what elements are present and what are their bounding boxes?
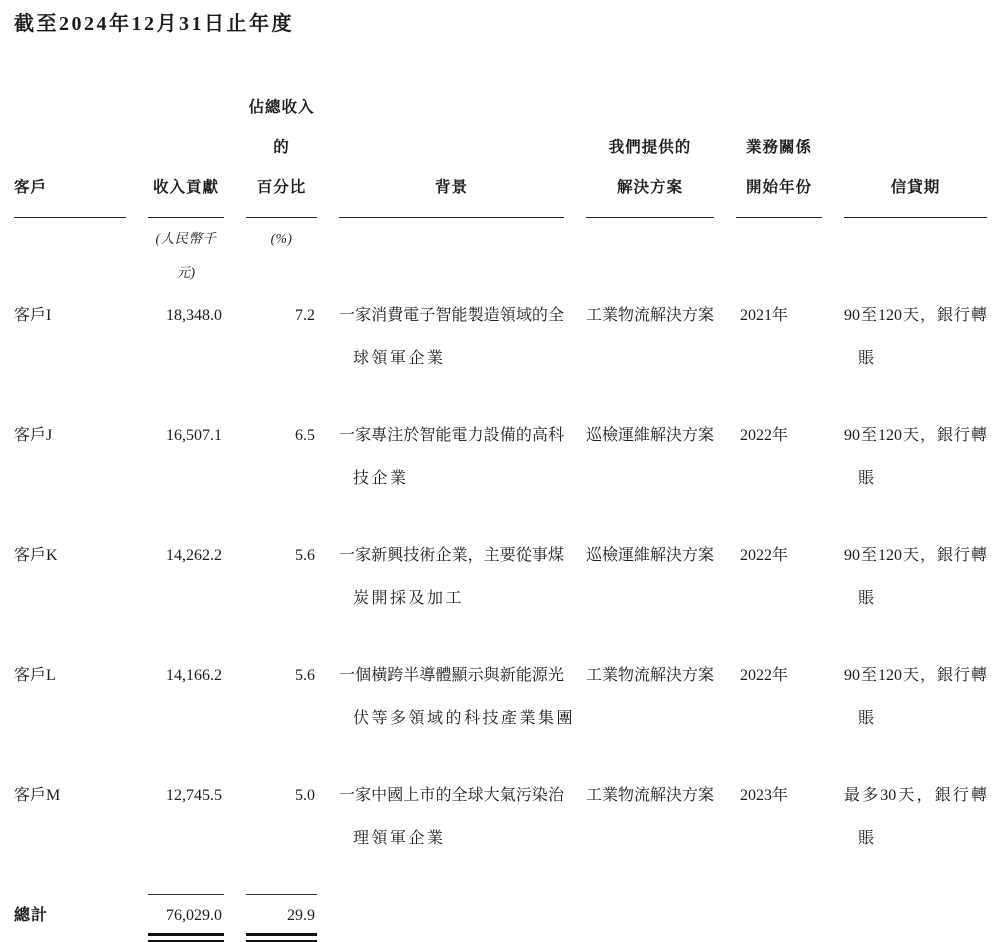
credit-cell bbox=[844, 534, 987, 620]
solution-label: 工業物流解決方案 bbox=[586, 307, 715, 324]
solution-cell bbox=[586, 294, 714, 337]
table-row-customer-m bbox=[14, 774, 987, 860]
header-solution-top: 我們提供的 bbox=[608, 139, 692, 156]
credit-line2: 賬 bbox=[858, 710, 877, 727]
customer-cell: 客戶J bbox=[14, 427, 53, 444]
revenue-cell: 14,166.2 bbox=[166, 667, 222, 684]
total-revenue-cell bbox=[148, 894, 224, 942]
header-percent-top: 佔總收入的 bbox=[248, 99, 315, 156]
background-cell bbox=[339, 414, 564, 500]
customer-cell: 客戶L bbox=[14, 667, 56, 684]
percent-cell: 7.2 bbox=[295, 307, 315, 324]
table-body bbox=[14, 294, 987, 860]
credit-line2: 賬 bbox=[858, 830, 877, 847]
header-relationship-top: 業務關係 bbox=[745, 139, 812, 156]
revenue-cell: 16,507.1 bbox=[166, 427, 222, 444]
solution-cell bbox=[586, 654, 714, 697]
solution-cell bbox=[586, 534, 714, 577]
header-relationship bbox=[736, 88, 822, 218]
background-cell bbox=[339, 774, 564, 860]
page-title: 截至2024年12月31日止年度 bbox=[14, 13, 294, 35]
credit-line2: 賬 bbox=[858, 590, 877, 607]
credit-cell bbox=[844, 414, 987, 500]
header-percent-bottom: 百分比 bbox=[256, 179, 307, 196]
start-year-cell: 2023年 bbox=[740, 787, 789, 804]
table-row-customer-l bbox=[14, 654, 987, 740]
background-line1: 一家專注於智能電力設備的高科 bbox=[339, 427, 564, 444]
percent-cell: 6.5 bbox=[295, 427, 315, 444]
header-background bbox=[339, 88, 564, 218]
double-underline bbox=[148, 933, 224, 942]
table-subheader bbox=[14, 222, 987, 290]
table-row-customer-i bbox=[14, 294, 987, 380]
revenue-cell: 18,348.0 bbox=[166, 307, 222, 324]
background-cell bbox=[339, 534, 564, 620]
credit-line1: 90至120天，銀行轉 bbox=[844, 307, 987, 324]
header-solution bbox=[586, 88, 714, 218]
credit-cell bbox=[844, 654, 987, 740]
background-line2: 理領軍企業 bbox=[353, 830, 446, 847]
revenue-unit-label: (人民幣千元) bbox=[155, 231, 217, 280]
background-cell bbox=[339, 294, 564, 380]
background-line2: 炭開採及加工 bbox=[353, 590, 465, 607]
header-relationship-bottom: 開始年份 bbox=[745, 179, 812, 196]
solution-label: 巡檢運維解決方案 bbox=[586, 547, 715, 564]
start-year-cell: 2021年 bbox=[740, 307, 789, 324]
credit-line2: 賬 bbox=[858, 470, 877, 487]
solution-cell bbox=[586, 414, 714, 457]
customer-cell: 客戶I bbox=[14, 307, 52, 324]
total-percent-cell bbox=[246, 894, 317, 942]
credit-line1: 90至120天，銀行轉 bbox=[844, 427, 987, 444]
background-line2: 伏等多領域的科技產業集團 bbox=[353, 710, 576, 727]
revenue-cell: 12,745.5 bbox=[166, 787, 222, 804]
credit-cell bbox=[844, 294, 987, 380]
background-line2: 技企業 bbox=[353, 470, 409, 487]
solution-cell bbox=[586, 774, 714, 817]
percent-cell: 5.0 bbox=[295, 787, 315, 804]
start-year-cell: 2022年 bbox=[740, 547, 789, 564]
total-label: 總計 bbox=[14, 907, 49, 924]
header-solution-bottom: 解決方案 bbox=[616, 179, 683, 196]
revenue-cell: 14,262.2 bbox=[166, 547, 222, 564]
header-background-label: 背景 bbox=[434, 179, 468, 196]
header-credit bbox=[844, 88, 987, 218]
credit-line2: 賬 bbox=[858, 350, 877, 367]
background-line1: 一家新興技術企業，主要從事煤 bbox=[339, 547, 564, 564]
customer-cell: 客戶K bbox=[14, 547, 58, 564]
solution-label: 巡檢運維解決方案 bbox=[586, 427, 715, 444]
percent-unit-label: (%) bbox=[270, 231, 293, 246]
total-percent-value: 29.9 bbox=[287, 907, 315, 924]
percent-cell: 5.6 bbox=[295, 667, 315, 684]
table-row-customer-j bbox=[14, 414, 987, 500]
background-line1: 一家消費電子智能製造領域的全 bbox=[339, 307, 564, 324]
background-line1: 一個橫跨半導體顯示與新能源光 bbox=[339, 667, 564, 684]
solution-label: 工業物流解決方案 bbox=[586, 787, 715, 804]
header-revenue-label: 收入貢獻 bbox=[152, 179, 219, 196]
credit-line1: 最多30天，銀行轉 bbox=[844, 787, 987, 804]
background-cell bbox=[339, 654, 576, 740]
table-total-row bbox=[14, 894, 987, 942]
header-customer bbox=[14, 88, 126, 218]
table-row-customer-k bbox=[14, 534, 987, 620]
header-customer-label: 客戶 bbox=[14, 179, 48, 196]
table-header bbox=[14, 88, 987, 218]
start-year-cell: 2022年 bbox=[740, 427, 789, 444]
credit-line1: 90至120天，銀行轉 bbox=[844, 547, 987, 564]
total-revenue-value: 76,029.0 bbox=[166, 907, 222, 924]
credit-line1: 90至120天，銀行轉 bbox=[844, 667, 987, 684]
background-line2: 球領軍企業 bbox=[353, 350, 446, 367]
background-line1: 一家中國上市的全球大氣污染治 bbox=[339, 787, 564, 804]
double-underline bbox=[246, 933, 317, 942]
customer-cell: 客戶M bbox=[14, 787, 61, 804]
header-percent bbox=[246, 88, 317, 218]
header-credit-label: 信貸期 bbox=[890, 179, 941, 196]
solution-label: 工業物流解決方案 bbox=[586, 667, 715, 684]
header-revenue bbox=[148, 88, 224, 218]
percent-cell: 5.6 bbox=[295, 547, 315, 564]
credit-cell bbox=[844, 774, 987, 860]
start-year-cell: 2022年 bbox=[740, 667, 789, 684]
